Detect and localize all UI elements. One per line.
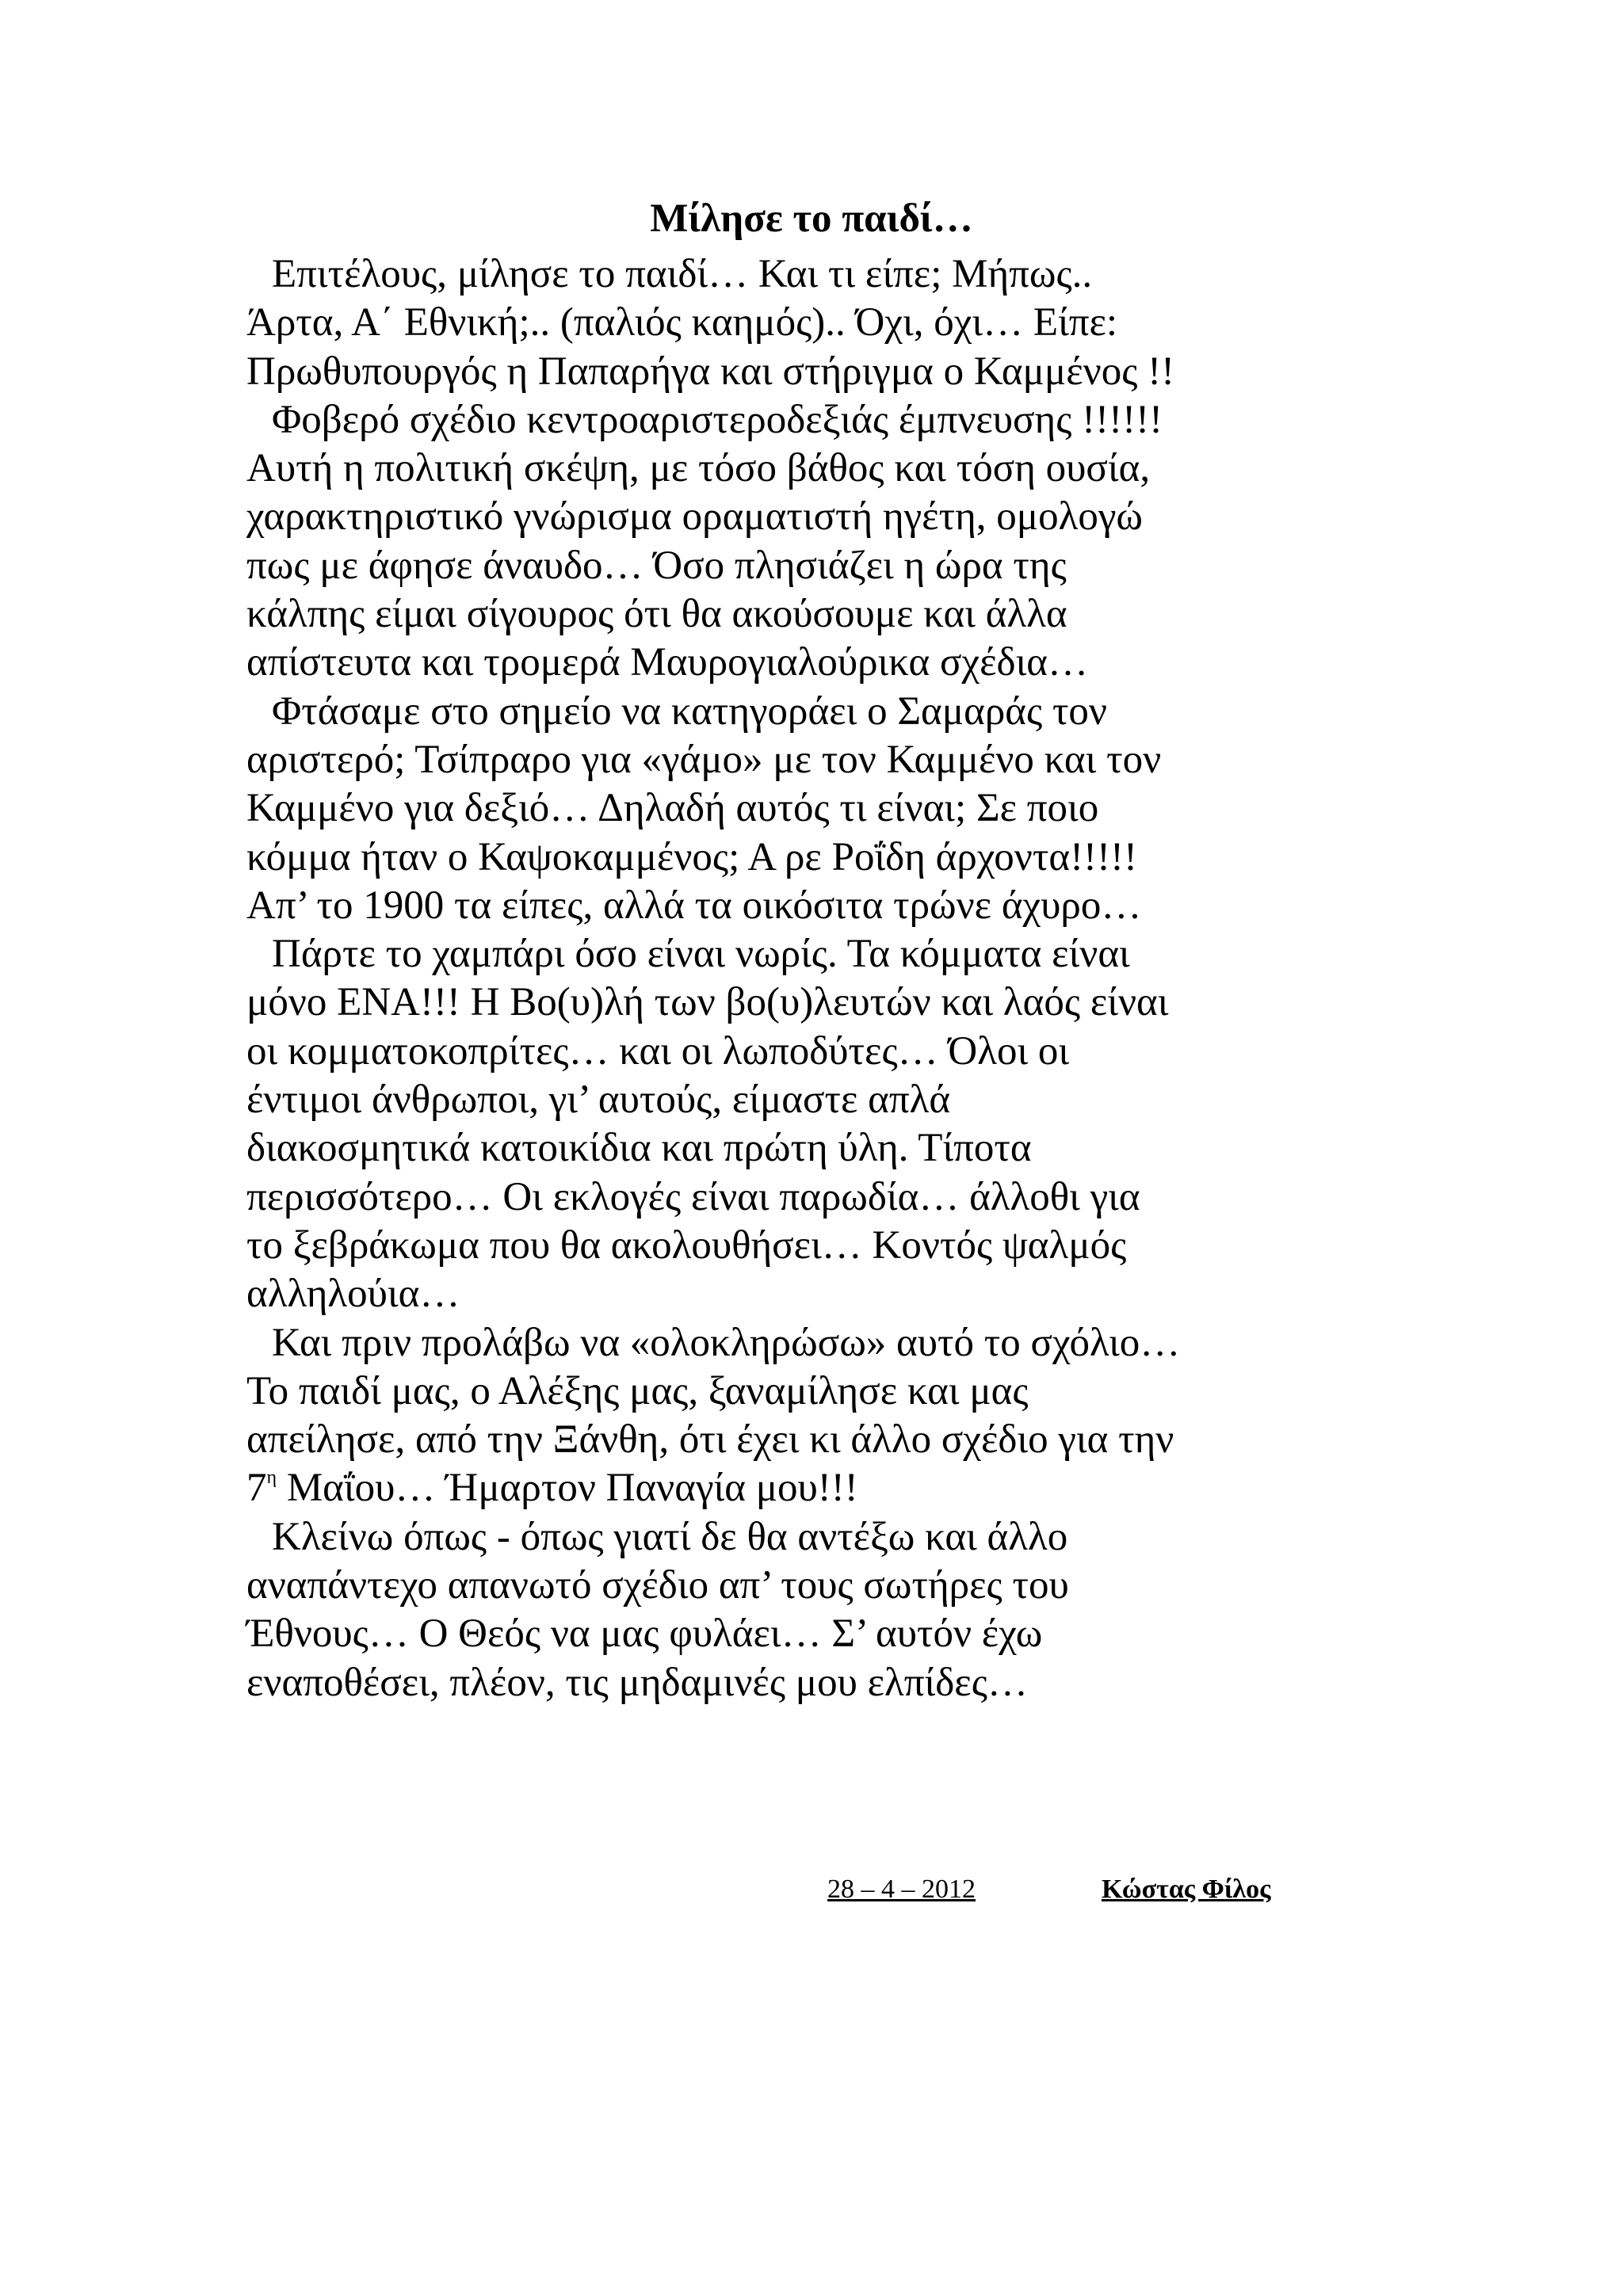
text-line: Και πριν προλάβω να «ολοκληρώσω» αυτό το σχόλιο… — [272, 1320, 1181, 1365]
text-line: Φτάσαμε στο σημείο να κατηγοράει ο Σαμαράς τον — [272, 688, 1107, 734]
text-line: Το παιδί μας, ο Αλέξης μας, ξαναμίλησε και μας — [246, 1368, 1029, 1413]
text-line: οι κομματοκοπρίτες… και οι λωποδύτες… Όλοι οι — [246, 1028, 1070, 1074]
text-line: μόνο ΕΝΑ!!! Η Βο(υ)λή των βο(υ)λευτών και λαός είναι — [246, 980, 1169, 1025]
text-line: αλληλούια… — [246, 1272, 460, 1317]
text-line: πως με άφησε άναυδο… Όσο πλησιάζει η ώρα της — [246, 543, 1067, 588]
document-author: Κώστας Φίλος — [1102, 1875, 1271, 1904]
text-line: Επιτέλους, μίλησε το παιδί… Και τι είπε; Μήπως.. — [272, 252, 1093, 296]
text-line: περισσότερο… Οι εκλογές είναι παρωδία… άλλοθι για — [246, 1174, 1140, 1219]
ordinal-superscript: η — [266, 1467, 277, 1489]
text-line: Έθνους… Ο Θεός να μας φυλάει… Σ’ αυτόν έχω — [246, 1611, 1043, 1657]
text-line: το ξεβράκωμα που θα ακολουθήσει… Κοντός ψαλμός — [246, 1222, 1127, 1268]
text-line: απίστευτα και τρομερά Μαυρογιαλούρικα σχέδια… — [246, 640, 1089, 685]
text-line: Καμμένο για δεξιό… Δηλαδή αυτός τι είναι; Σε ποιο — [246, 786, 1099, 831]
text-line: Άρτα, Α΄ Εθνική;.. (παλιός καημός).. Όχι, όχι… Είπε: — [246, 300, 1118, 345]
text-line: απείλησε, από την Ξάνθη, ότι έχει κι άλλο σχέδιο για την — [246, 1417, 1174, 1463]
text-line: διακοσμητικά κατοικίδια και πρώτη ύλη. Τίποτα — [246, 1126, 1032, 1171]
text-line: κόμμα ήταν ο Καψοκαμμένος; Α ρε Ροΐδη άρχοντα!!!!! — [246, 834, 1137, 879]
may-line-text: Μαΐου… Ήμαρτον Παναγία μου!!! — [277, 1466, 858, 1511]
text-line: Πρωθυπουργός η Παπαρήγα και στήριγμα ο Καμμένος !! — [246, 349, 1175, 394]
text-line: Αυτή η πολιτική σκέψη, με τόσο βάθος και τόση ουσία, — [246, 446, 1151, 491]
date-ordinal-number: 7 — [246, 1466, 267, 1511]
text-line: αριστερό; Τσίπραρο για «γάμο» με τον Καμμένο και τον — [246, 737, 1162, 782]
text-line: Κλείνω όπως - όπως γιατί δε θα αντέξω και άλλο — [272, 1514, 1068, 1559]
text-line: εναποθέσει, πλέον, τις μηδαμινές μου ελπίδες… — [246, 1660, 1028, 1705]
text-line: Πάρτε το χαμπάρι όσο είναι νωρίς. Τα κόμματα είναι — [272, 932, 1130, 977]
text-line: χαρακτηριστικό γνώρισμα οραματιστή ηγέτη, ομολογώ — [246, 494, 1143, 540]
text-line: έντιμοι άνθρωποι, γι’ αυτούς, είμαστε απλά — [246, 1077, 951, 1123]
text-line: κάλπης είμαι σίγουρος ότι θα ακούσουμε και άλλα — [246, 592, 1067, 637]
signature-row — [0, 1874, 1623, 1913]
text-line: Φοβερό σχέδιο κεντροαριστεροδεξιάς έμπνευσης !!!!!! — [272, 397, 1163, 442]
document-body — [246, 250, 1388, 1707]
document-title: Μίλησε το παιδί… — [650, 196, 973, 241]
document-date: 28 – 4 – 2012 — [827, 1875, 976, 1904]
text-line — [246, 1464, 1388, 1512]
text-line: Απ’ το 1900 τα είπες, αλλά τα οικόσιτα τρώνε άχυρο… — [246, 883, 1142, 928]
text-line: αναπάντεχο απανωτό σχέδιο απ’ τους σωτήρες του — [246, 1563, 1069, 1608]
